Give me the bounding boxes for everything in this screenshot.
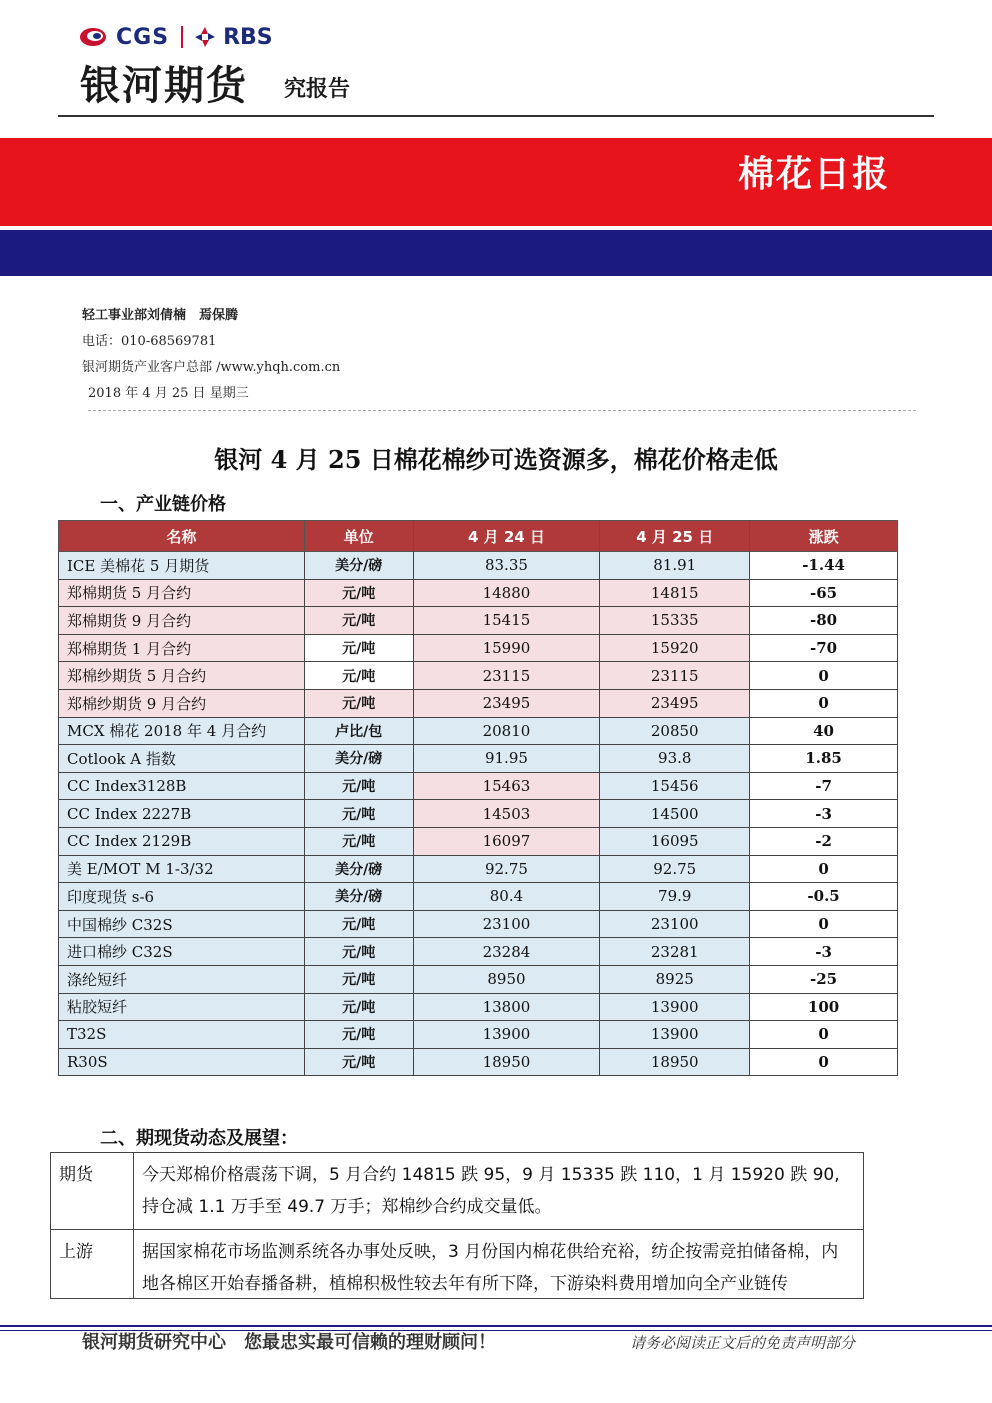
cell-change: 0 [750, 689, 898, 717]
cell-apr25: 15456 [600, 772, 750, 800]
cell-name: 美 E/MOT M 1-3/32 [59, 855, 305, 883]
table-row [59, 993, 898, 1021]
cell-unit: 元/吨 [304, 1021, 413, 1049]
cell-unit: 元/吨 [304, 800, 413, 828]
logo-rbs-text: RBS [223, 24, 273, 50]
table-row [59, 1021, 898, 1049]
cell-name: CC Index3128B [59, 772, 305, 800]
cell-name: R30S [59, 1048, 305, 1076]
cell-apr24: 16097 [413, 827, 600, 855]
table-row [59, 883, 898, 911]
company-name: 银河期货 [80, 63, 248, 109]
cell-unit: 元/吨 [304, 772, 413, 800]
cell-apr24: 8950 [413, 965, 600, 993]
cell-unit: 元/吨 [304, 689, 413, 717]
cell-apr25: 81.91 [600, 552, 750, 580]
column-header-apr24: 4 月 24 日 [413, 521, 600, 552]
outlook-row [51, 1153, 864, 1230]
table-row [59, 717, 898, 745]
cell-apr25: 18950 [600, 1048, 750, 1076]
table-row [59, 800, 898, 828]
cell-change: 0 [750, 855, 898, 883]
cell-name: 涤纶短纤 [59, 965, 305, 993]
cell-change: -0.5 [750, 883, 898, 911]
author-line: 轻工事业部刘倩楠 焉保腾 [82, 308, 239, 323]
cell-apr24: 80.4 [413, 883, 600, 911]
cell-apr24: 13800 [413, 993, 600, 1021]
cell-apr25: 23495 [600, 689, 750, 717]
cell-unit: 美分/磅 [304, 855, 413, 883]
cell-unit: 元/吨 [304, 634, 413, 662]
cell-unit: 元/吨 [304, 662, 413, 690]
phone-line: 电话：010-68569781 [82, 334, 217, 349]
cell-change: -2 [750, 827, 898, 855]
cell-apr25: 14500 [600, 800, 750, 828]
cell-name: 郑棉期货 9 月合约 [59, 607, 305, 635]
cell-apr25: 15335 [600, 607, 750, 635]
cell-unit: 元/吨 [304, 579, 413, 607]
cell-apr24: 15990 [413, 634, 600, 662]
table-row [59, 965, 898, 993]
logo-divider [181, 26, 183, 48]
table-row [59, 745, 898, 773]
cell-unit: 元/吨 [304, 827, 413, 855]
cell-name: 印度现货 s-6 [59, 883, 305, 911]
cell-name: CC Index 2129B [59, 827, 305, 855]
cell-apr24: 18950 [413, 1048, 600, 1076]
footer-slogan: 银河期货研究中心 您最忠实最可信赖的理财顾问！ [82, 1332, 496, 1353]
cell-name: T32S [59, 1021, 305, 1049]
cell-unit: 美分/磅 [304, 883, 413, 911]
cell-apr24: 23284 [413, 938, 600, 966]
cell-apr25: 92.75 [600, 855, 750, 883]
document-title: 银河 4 月 25 日棉花棉纱可选资源多，棉花价格走低 [214, 445, 778, 474]
cell-name: 郑棉期货 1 月合约 [59, 634, 305, 662]
cell-change: 1.85 [750, 745, 898, 773]
cell-apr24: 23115 [413, 662, 600, 690]
table-row [59, 634, 898, 662]
table-row [59, 607, 898, 635]
cell-apr24: 14880 [413, 579, 600, 607]
rbs-daisy-icon [195, 27, 215, 47]
price-table [58, 520, 898, 1076]
cell-apr24: 13900 [413, 1021, 600, 1049]
cell-apr25: 93.8 [600, 745, 750, 773]
table-row [59, 552, 898, 580]
cell-apr25: 23115 [600, 662, 750, 690]
column-header-change: 涨跌 [750, 521, 898, 552]
department-line: 银河期货产业客户总部 /www.yhqh.com.cn [82, 360, 341, 375]
cell-unit: 元/吨 [304, 938, 413, 966]
cell-apr24: 14503 [413, 800, 600, 828]
cell-change: -70 [750, 634, 898, 662]
cell-name: 郑棉期货 5 月合约 [59, 579, 305, 607]
cell-apr25: 23281 [600, 938, 750, 966]
cell-unit: 卢比/包 [304, 717, 413, 745]
cell-name: CC Index 2227B [59, 800, 305, 828]
cell-change: -1.44 [750, 552, 898, 580]
cell-apr24: 92.75 [413, 855, 600, 883]
report-label: 究报告 [284, 77, 351, 102]
cell-name: 进口棉纱 C32S [59, 938, 305, 966]
report-type-title: 棉花日报 [737, 154, 890, 195]
cell-apr24: 15415 [413, 607, 600, 635]
section-heading-prices: 一、产业链价格 [100, 494, 226, 515]
outlook-label: 期货 [51, 1153, 134, 1230]
table-row [59, 662, 898, 690]
cell-change: 0 [750, 910, 898, 938]
cell-apr25: 15920 [600, 634, 750, 662]
cell-apr24: 83.35 [413, 552, 600, 580]
table-row [59, 689, 898, 717]
cell-apr25: 23100 [600, 910, 750, 938]
table-row [59, 579, 898, 607]
cell-change: -80 [750, 607, 898, 635]
cell-apr25: 13900 [600, 993, 750, 1021]
cell-apr24: 15463 [413, 772, 600, 800]
cell-change: 0 [750, 662, 898, 690]
outlook-cell [134, 1230, 864, 1299]
report-date: 2018 年 4 月 25 日 星期三 [88, 386, 249, 401]
cell-unit: 美分/磅 [304, 552, 413, 580]
table-row [59, 827, 898, 855]
dashed-divider [88, 410, 916, 411]
cell-apr25: 79.9 [600, 883, 750, 911]
outlook-row [51, 1230, 864, 1299]
cell-apr25: 13900 [600, 1021, 750, 1049]
cell-change: 100 [750, 993, 898, 1021]
cell-name: 郑棉纱期货 5 月合约 [59, 662, 305, 690]
cell-change: -25 [750, 965, 898, 993]
cell-apr25: 14815 [600, 579, 750, 607]
cell-unit: 元/吨 [304, 1048, 413, 1076]
outlook-text: 今天郑棉价格震荡下调，5 月合约 14815 跌 95，9 月 15335 跌 110，1 月 15920 跌 90,持仓减 1.1 万手至 49.7 万手；郑棉纱合约成交量低。 [134, 1153, 864, 1230]
cell-unit: 元/吨 [304, 965, 413, 993]
outlook-label: 上游 [51, 1230, 134, 1299]
table-row [59, 855, 898, 883]
cell-name: 中国棉纱 C32S [59, 910, 305, 938]
footer-disclaimer-note: 请务必阅读正文后的免责声明部分 [630, 1334, 856, 1352]
blue-banner [0, 230, 992, 276]
cell-unit: 元/吨 [304, 993, 413, 1021]
column-header-name: 名称 [59, 521, 305, 552]
table-row [59, 1048, 898, 1076]
column-header-apr25: 4 月 25 日 [600, 521, 750, 552]
cell-apr24: 23100 [413, 910, 600, 938]
cell-change: 0 [750, 1021, 898, 1049]
cell-apr25: 16095 [600, 827, 750, 855]
cell-change: 0 [750, 1048, 898, 1076]
column-header-unit: 单位 [304, 521, 413, 552]
cell-apr25: 20850 [600, 717, 750, 745]
cell-change: 40 [750, 717, 898, 745]
outlook-text: 据国家棉花市场监测系统各办事处反映，3 月份国内棉花供给充裕，纺企按需竞拍储备棉，内地各棉区开始春播备耕，植棉积极性较去年有所下降，下游染料费用增加向全产业链传 [142, 1242, 839, 1294]
table-row [59, 772, 898, 800]
cell-apr25: 8925 [600, 965, 750, 993]
cell-change: -7 [750, 772, 898, 800]
logo-cgs-text: CGS [116, 24, 170, 50]
cell-unit: 元/吨 [304, 607, 413, 635]
table-header-row [59, 521, 898, 552]
cell-change: -3 [750, 800, 898, 828]
section-heading-outlook: 二、期现货动态及展望： [100, 1128, 298, 1149]
cell-name: 郑棉纱期货 9 月合约 [59, 689, 305, 717]
cell-name: MCX 棉花 2018 年 4 月合约 [59, 717, 305, 745]
cell-change: -65 [750, 579, 898, 607]
logo [78, 22, 273, 52]
footer-divider [0, 1325, 992, 1327]
cell-name: Cotlook A 指数 [59, 745, 305, 773]
table-row [59, 938, 898, 966]
cell-unit: 元/吨 [304, 910, 413, 938]
cell-apr24: 20810 [413, 717, 600, 745]
cell-name: 粘胶短纤 [59, 993, 305, 1021]
table-row [59, 910, 898, 938]
outlook-table [50, 1152, 864, 1299]
cell-apr24: 91.95 [413, 745, 600, 773]
header-divider [58, 115, 934, 117]
cell-apr24: 23495 [413, 689, 600, 717]
cell-change: -3 [750, 938, 898, 966]
cell-name: ICE 美棉花 5 月期货 [59, 552, 305, 580]
cgs-swoosh-icon [78, 26, 108, 48]
cell-unit: 美分/磅 [304, 745, 413, 773]
